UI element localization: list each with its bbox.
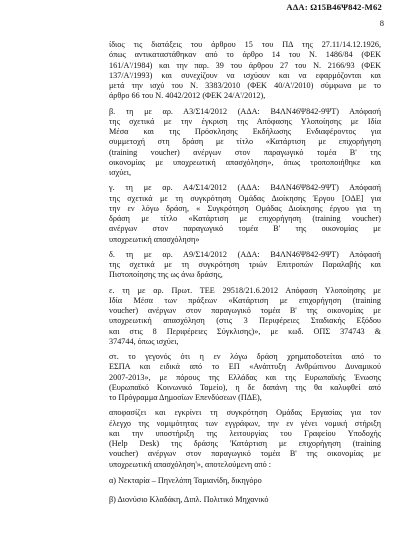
text-line: 2007-2013», με πόρους της Ελλάδας και της Ευρωπαϊκής Ένωσης [109, 372, 381, 382]
text-line: της σχετικά με την έγκριση της Απόφασης Υλοποίησης με Ιδία [109, 116, 381, 126]
text-line: δ. τη με αρ. Α9/Σ14/2012 (ΑΔΑ: Β4ΛΝ46Ψ842-9ΨΤ) Απόφασή [109, 249, 381, 259]
text-line: 374744, όπως ισχύει, [109, 336, 179, 346]
document-body [109, 40, 381, 475]
text-line: υποχρεωτική απασχόληση» [109, 234, 200, 244]
text-line: β. τη με αρ. Α3/Σ14/2012 (ΑΔΑ: Β4ΛΝ46Ψ842-9ΨΤ) Απόφασή [109, 106, 381, 116]
text-line: Μέσα και της Πρόσκλησης Εκδήλωσης Ενδιαφέροντος για [109, 127, 381, 136]
paragraph-c [109, 183, 381, 245]
text-line: δράση με τίτλο «Κατάρτιση με επιχορήγηση (training voucher) [109, 214, 381, 223]
text-line: και στις 8 Περιφέρειες Σύγκλισης)», με κωδ. ΟΠΣ 374743 & [109, 326, 381, 336]
decision-paragraph [109, 408, 381, 470]
member-item: α) Νεκταρία – Πηνελόπη Ταμιανίδη, δικηγόρο [109, 475, 262, 485]
text-line: 137/Α'/1993) και συνεχίζουν να ισχύουν και να εφαρμόζονται και [109, 70, 381, 80]
text-line: ισχύει, [109, 168, 131, 177]
text-line: ανέργων στον παραγωγικό τομέα Β' της οικονομίας με [109, 224, 381, 234]
text-line: αποφασίζει και εγκρίνει τη συγκρότηση Ομάδας Εργασίας για τον [109, 408, 381, 418]
text-line: (training voucher) ανέργων στον παραγωγικό τομέα Β' της [109, 147, 381, 157]
text-line: (Help Desk) της δράσης 'Κατάρτιση με επιχορήγηση (training [109, 439, 381, 448]
paragraph-e [109, 286, 381, 348]
text-line: της σχετικά με τη συγκρότηση τριών Επιτροπών Παραλαβής και [109, 260, 381, 269]
text-line: έλεγχο της νομιμότητας των εγγράφων, την εν γένει νομική στήριξη [109, 418, 381, 428]
text-line: της σχετικά με τη συγκρότηση Ομάδας Διοίκησης Έργου [ΟΔΕ] για [109, 193, 381, 203]
text-line: συμμετοχή στη δράση με τίτλο «Κατάρτιση με επιχορήγηση [109, 137, 381, 147]
text-line: οικονομίας με υποχρεωτική απασχόληση», όπως τροποποιήθηκε και [109, 157, 381, 167]
text-line: voucher) ανέργων στον παραγωγικό τομέα Β' της οικονομίας με [109, 449, 381, 459]
ada-header: ΑΔΑ: Ω15Β46Ψ842-Μ62 [286, 2, 382, 12]
text-line: 161/Α'/1984) και την παρ. 39 του άρθρου 27 του Ν. 2166/93 (ΦΕΚ [109, 60, 381, 70]
page-number: 8 [379, 18, 384, 28]
text-line: υποχρεωτική απασχόληση'», αποτελούμενη από : [109, 459, 272, 469]
paragraph-d [109, 250, 381, 281]
intro-paragraph [109, 40, 381, 102]
text-line: γ. τη με αρ. Α4/Σ14/2012 (ΑΔΑ: Β4ΛΝ46Ψ842-9ΨΤ) Απόφασή [109, 183, 381, 193]
text-line: Ιδία Μέσα των πράξεων «Κατάρτιση με επιχορήγηση (training [109, 295, 381, 305]
paragraph-b [109, 107, 381, 179]
text-line: και την υποστήριξη της λειτουργίας του Γραφείου Υποδοχής [109, 428, 381, 438]
text-line: το Πρόγραμμα Δημοσίων Επενδύσεων (ΠΔΕ), [109, 393, 262, 402]
members-list [109, 476, 381, 506]
text-line: υποχρεωτική απασχόληση (στις 3 Περιφέρειες Σταδιακής Εξόδου [109, 316, 381, 326]
text-line: ΕΣΠΑ και ειδικά από το ΕΠ «Ανάπτυξη Ανθρώπινου Δυναμικού [109, 362, 381, 372]
text-line: ίδιος τις διατάξεις του άρθρου 15 του ΠΔ της 27.11/14.12.1926, [109, 40, 381, 49]
text-line: μετά την ισχύ του Ν. 3383/2010 (ΦΕΚ 40/Α'/2010) σύμφωνα με το [109, 81, 381, 90]
text-line: (Ευρωπαϊκό Κοινωνικό Ταμείο), η δε δαπάνη της θα καλυφθεί από [109, 382, 381, 392]
text-line: άρθρο 66 του Ν. 4042/2012 (ΦΕΚ 24/Α'/2012), [109, 91, 266, 101]
text-line: την εν λόγω δράση, « Συγκρότηση Ομάδας Διοίκησης έργου για τη [109, 203, 381, 213]
text-line: Πιστοποίησης της ως άνω δράσης, [109, 270, 223, 280]
text-line: στ. το γεγονός ότι η εν λόγω δράση χρηματοδοτείται από το [109, 352, 381, 361]
paragraph-st [109, 352, 381, 403]
member-item: β) Διονύσιο Κλαδάκη, Διπλ. Πολιτικό Μηχανικό [109, 495, 269, 504]
text-line: όπως αντικαταστάθηκαν από το άρθρο 14 του Ν. 1486/84 (ΦΕΚ [109, 50, 381, 60]
text-line: ε. τη με αρ. Πρωτ. ΤΕΕ 29518/21.6.2012 Απόφαση Υλοποίησης με [109, 285, 381, 295]
text-line: voucher) ανέργων στον παραγωγικό τομέα Β' της οικονομίας με [109, 306, 381, 315]
